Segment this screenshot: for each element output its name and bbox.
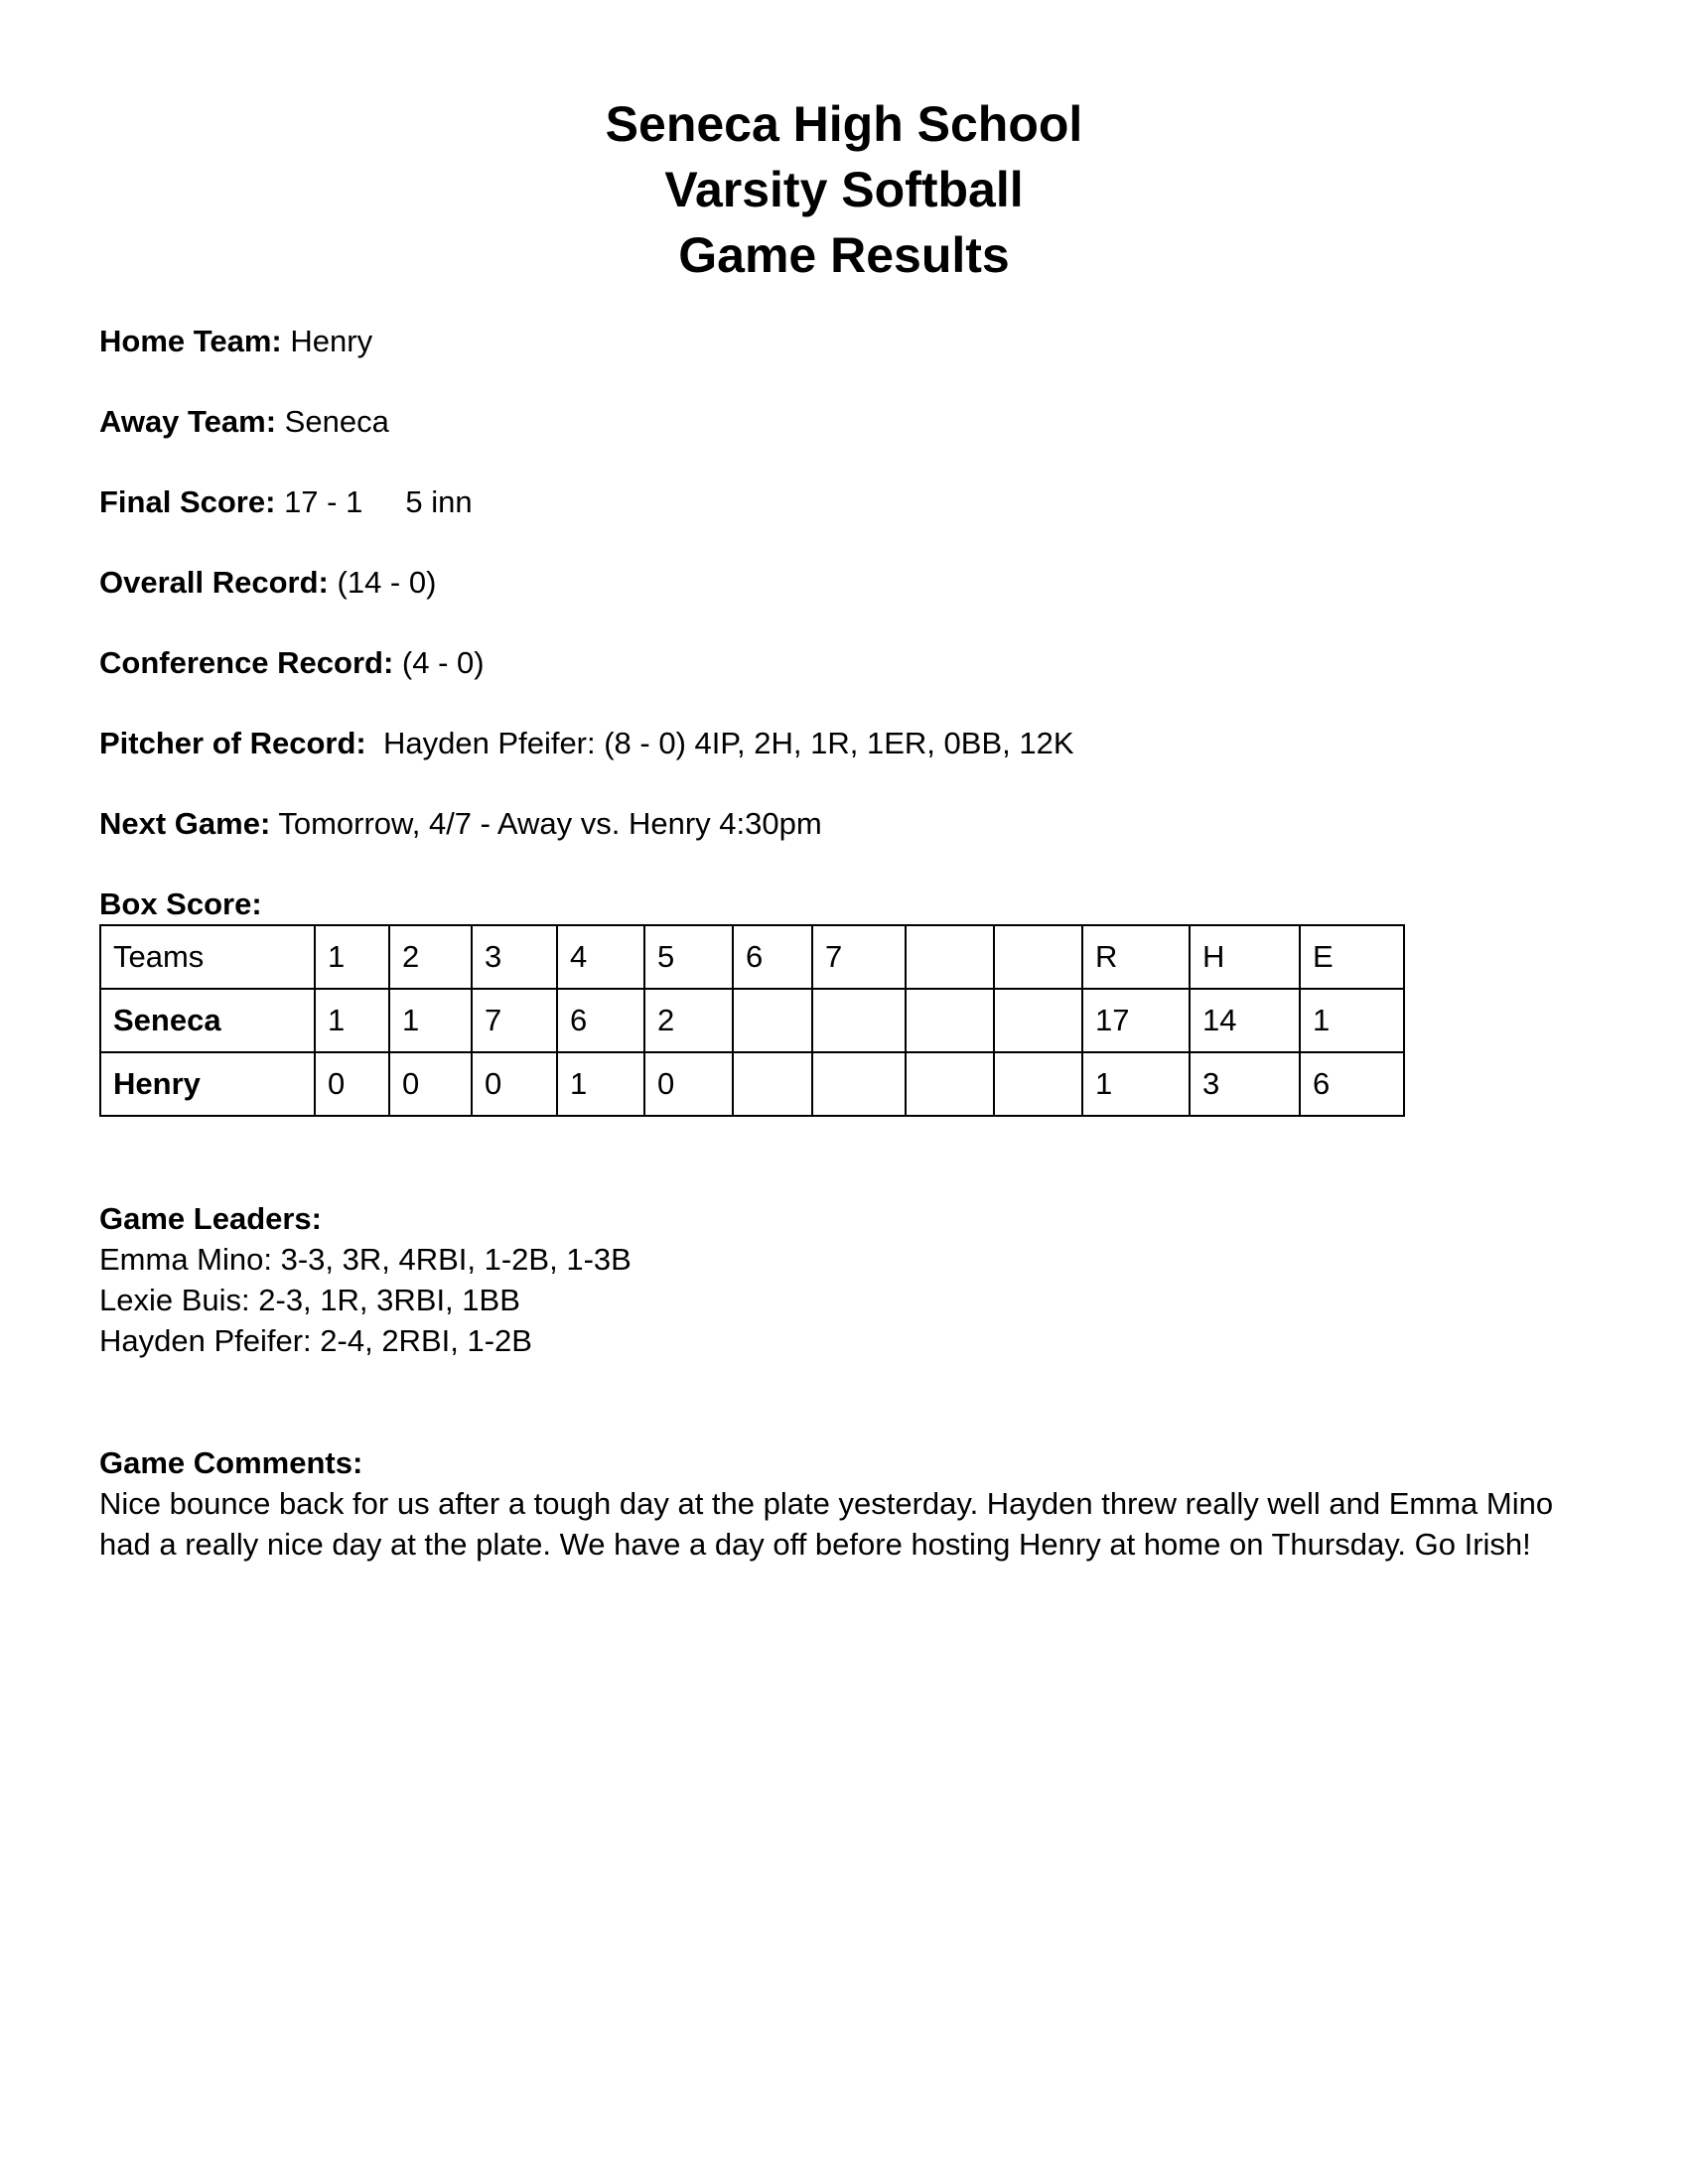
inning-cell — [733, 1052, 812, 1116]
final-score-value: 17 - 1 5 inn — [284, 484, 473, 519]
next-game-value: Tomorrow, 4/7 - Away vs. Henry 4:30pm — [278, 806, 822, 841]
conference-record-value: (4 - 0) — [401, 645, 485, 680]
inning-cell — [812, 1052, 906, 1116]
inning-cell: 0 — [644, 1052, 733, 1116]
next-game-label: Next Game: — [99, 806, 271, 841]
box-score-table — [99, 924, 1405, 1117]
overall-record-label: Overall Record: — [99, 565, 329, 600]
title-line-results: Game Results — [678, 227, 1010, 283]
header-cell-inning-6: 6 — [733, 925, 812, 989]
inning-cell — [994, 1052, 1082, 1116]
inning-cell — [906, 989, 994, 1052]
overall-record-field — [99, 563, 1589, 603]
box-score-row-seneca — [100, 989, 1404, 1052]
inning-cell — [906, 1052, 994, 1116]
inning-cell: 0 — [472, 1052, 557, 1116]
game-leader-line: Emma Mino: 3-3, 3R, 4RBI, 1-2B, 1-3B — [99, 1242, 632, 1277]
team-name-cell: Henry — [100, 1052, 315, 1116]
header-cell-runs: R — [1082, 925, 1190, 989]
inning-cell: 1 — [315, 989, 389, 1052]
header-cell-extra-1 — [906, 925, 994, 989]
pitcher-of-record-label: Pitcher of Record: — [99, 726, 366, 760]
pitcher-of-record-field — [99, 724, 1589, 763]
conference-record-label: Conference Record: — [99, 645, 394, 680]
page-title — [99, 91, 1589, 288]
inning-cell: 0 — [389, 1052, 472, 1116]
home-team-label: Home Team: — [99, 324, 282, 358]
document-body — [99, 91, 1589, 1565]
inning-cell — [994, 989, 1082, 1052]
game-leader-line: Lexie Buis: 2-3, 1R, 3RBI, 1BB — [99, 1283, 520, 1317]
game-comments-label: Game Comments: — [99, 1445, 363, 1480]
title-line-school: Seneca High School — [605, 96, 1083, 152]
header-cell-inning-3: 3 — [472, 925, 557, 989]
home-team-value: Henry — [290, 324, 373, 358]
game-leaders-section — [99, 1198, 1589, 1361]
pitcher-of-record-value: Hayden Pfeifer: (8 - 0) 4IP, 2H, 1R, 1ER, 0BB, 12K — [382, 726, 1074, 760]
title-line-sport: Varsity Softball — [664, 162, 1024, 217]
header-cell-teams: Teams — [100, 925, 315, 989]
runs-cell: 17 — [1082, 989, 1190, 1052]
errors-cell: 6 — [1300, 1052, 1404, 1116]
hits-cell: 3 — [1190, 1052, 1300, 1116]
game-leaders-label: Game Leaders: — [99, 1201, 322, 1236]
header-cell-hits: H — [1190, 925, 1300, 989]
box-score-header-row — [100, 925, 1404, 989]
inning-cell: 2 — [644, 989, 733, 1052]
home-team-field — [99, 322, 1589, 361]
errors-cell: 1 — [1300, 989, 1404, 1052]
header-cell-extra-2 — [994, 925, 1082, 989]
inning-cell: 1 — [557, 1052, 644, 1116]
runs-cell: 1 — [1082, 1052, 1190, 1116]
final-score-label: Final Score: — [99, 484, 276, 519]
game-comments-text: Nice bounce back for us after a tough day at the plate yesterday. Hayden threw really well and Emma Mino had a really nice day at the plate. We have a day off before hosting Henry at home on Thursday. Go Irish! — [99, 1486, 1554, 1562]
away-team-field — [99, 402, 1589, 442]
header-cell-inning-2: 2 — [389, 925, 472, 989]
final-score-field — [99, 482, 1589, 522]
box-score-row-henry — [100, 1052, 1404, 1116]
inning-cell: 0 — [315, 1052, 389, 1116]
inning-cell: 7 — [472, 989, 557, 1052]
inning-cell: 6 — [557, 989, 644, 1052]
header-cell-errors: E — [1300, 925, 1404, 989]
header-cell-inning-1: 1 — [315, 925, 389, 989]
box-score-label: Box Score: — [99, 887, 262, 921]
hits-cell: 14 — [1190, 989, 1300, 1052]
game-comments-section — [99, 1442, 1589, 1565]
team-name-cell: Seneca — [100, 989, 315, 1052]
header-cell-inning-4: 4 — [557, 925, 644, 989]
header-cell-inning-5: 5 — [644, 925, 733, 989]
next-game-field — [99, 804, 1589, 844]
inning-cell — [812, 989, 906, 1052]
overall-record-value: (14 - 0) — [337, 565, 437, 600]
header-cell-inning-7: 7 — [812, 925, 906, 989]
away-team-label: Away Team: — [99, 404, 277, 439]
conference-record-field — [99, 643, 1589, 683]
inning-cell: 1 — [389, 989, 472, 1052]
inning-cell — [733, 989, 812, 1052]
game-leader-line: Hayden Pfeifer: 2-4, 2RBI, 1-2B — [99, 1323, 532, 1358]
away-team-value: Seneca — [284, 404, 389, 439]
